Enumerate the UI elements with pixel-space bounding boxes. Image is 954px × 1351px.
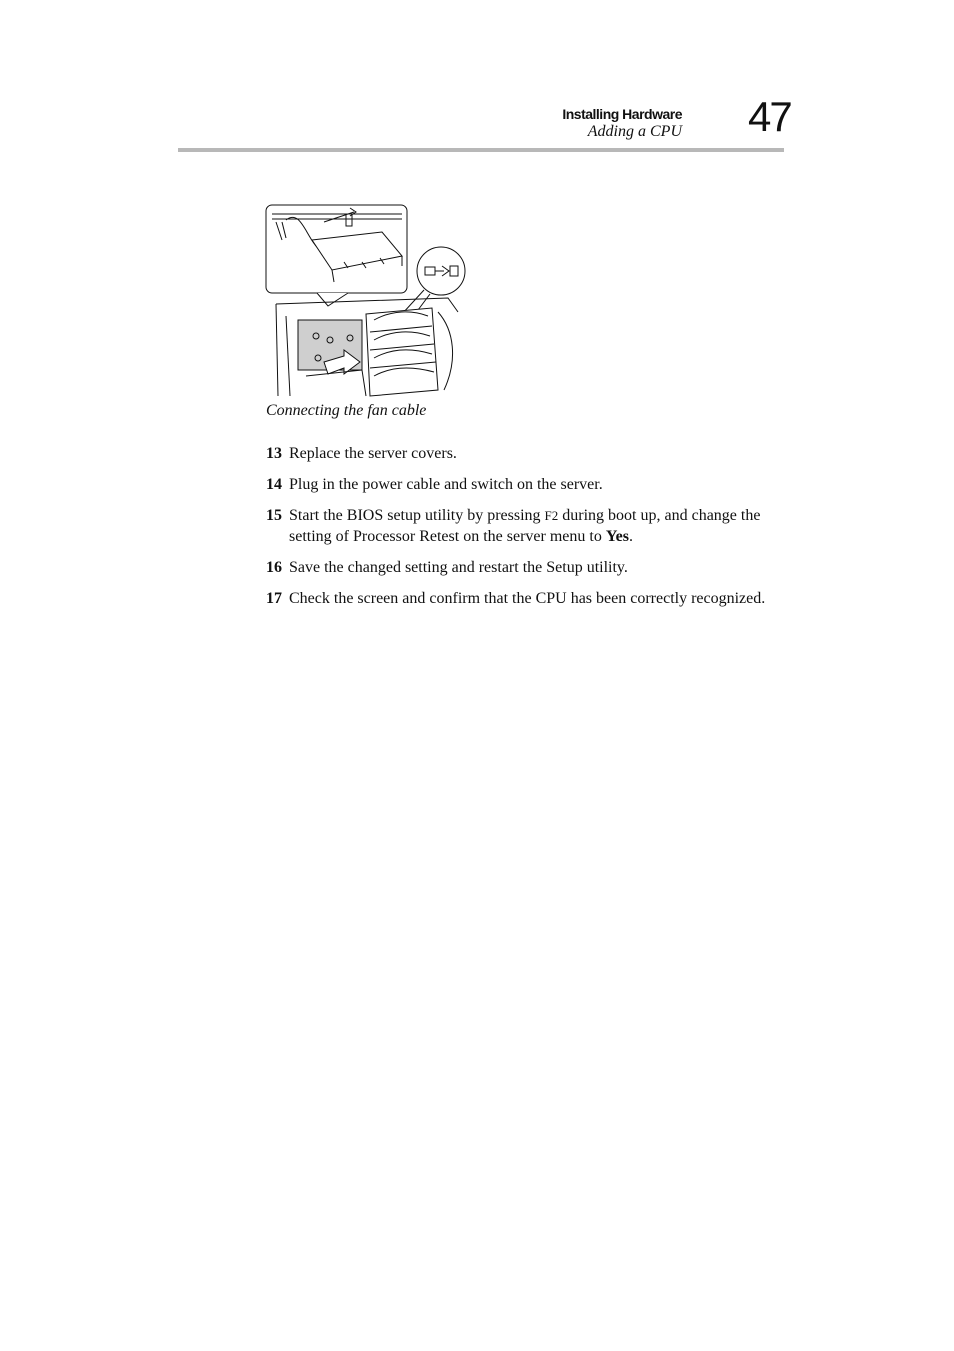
step-number: 15 (266, 507, 282, 524)
step-text: Replace the server covers. (289, 445, 457, 462)
list-item (266, 557, 786, 578)
step-text-part: during boot up, and change the setting of Processor Retest on the server menu to (289, 507, 761, 545)
figure-caption: Connecting the fan cable (266, 402, 427, 419)
step-text (289, 505, 786, 547)
step-number: 13 (266, 445, 282, 462)
fan-cable-illustration (262, 200, 472, 400)
page-number: 47 (748, 93, 791, 140)
step-text: Check the screen and confirm that the CPU has been correctly recognized. (289, 590, 766, 607)
step-number: 16 (266, 559, 282, 576)
step-text: Plug in the power cable and switch on the server. (289, 476, 603, 493)
key-name: F2 (544, 508, 559, 523)
header-rule (178, 148, 784, 152)
step-text: Save the changed setting and restart the Setup utility. (289, 559, 628, 576)
step-number: 14 (266, 476, 282, 493)
setting-value: Yes (605, 528, 629, 545)
list-item (266, 474, 786, 495)
running-header-chapter: Installing Hardware (562, 106, 682, 122)
steps-list (266, 443, 786, 619)
running-header-section: Adding a CPU (587, 123, 682, 140)
list-item (266, 505, 786, 547)
step-number: 17 (266, 590, 282, 607)
step-text-part: Start the BIOS setup utility by pressing (289, 507, 545, 524)
step-text-part: . (628, 528, 633, 545)
list-item (266, 588, 786, 609)
list-item (266, 443, 786, 464)
